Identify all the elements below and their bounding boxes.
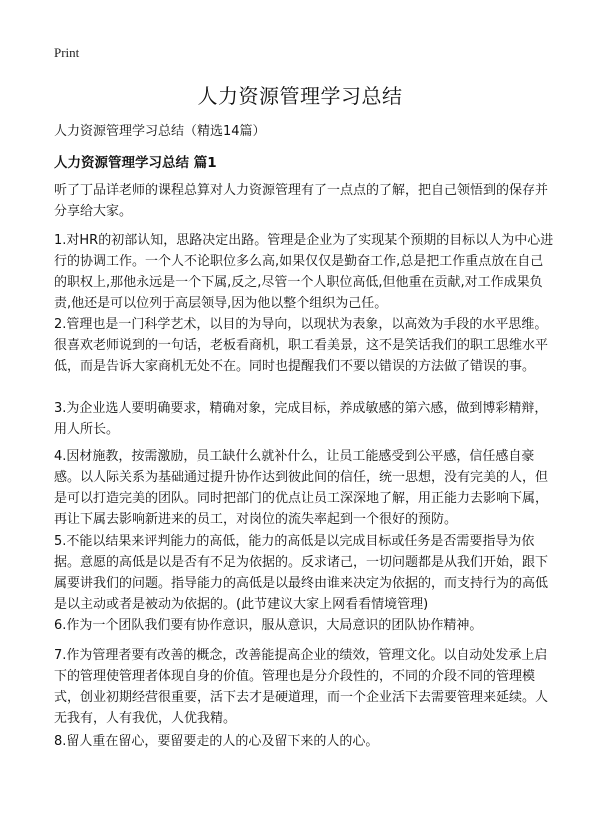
- section-heading: 人力资源管理学习总结 篇1: [54, 155, 217, 171]
- document-title: 人力资源管理学习总结: [197, 84, 403, 108]
- paragraph-2: 2.管理也是一门科学艺术，以目的为导向，以现状为表象，以高效为手段的水平思维。很喜欢老师说到的一句话，老板看商机，职工看美景，这不是笑话我们的职工思维水平低，而是告诉大家商机无处不在。同时也提醒我们不要以错误的方法做了错误的事。: [54, 317, 549, 374]
- paragraph-4: 4.因材施教，按需激励，员工缺什么就补什么，让员工能感受到公平感，信任感自豪感。以人际关系为基础通过提升协作达到彼此间的信任，统一思想，没有完美的人，但是可以打造完美的团队。同时把部门的优点让员工深深地了解，用正能力去影响下属，再让下属去影响新进来的员工，对岗位的流失率起到一个很好的预防。: [54, 449, 549, 527]
- paragraph-5: 5.不能以结果来评判能力的高低，能力的高低是以完成目标或任务是否需要指导为依据。意愿的高低是以是否有不足为依据的。反求诸己，一切问题都是从我们开始，跟下属要讲我们的问题。指导能力的高低是以最终由谁来决定为依据的，而支持行为的高低是以主动或者是被动为依据的。(此节建议大家上网看看情境管理): [54, 534, 549, 612]
- paragraph-8: 8.留人重在留心，要留要走的人的心及留下来的人的心。: [54, 734, 379, 749]
- paragraph-6: 6.作为一个团队我们要有协作意识，服从意识，大局意识的团队协作精神。: [54, 618, 483, 633]
- paragraph-3: 3.为企业选人要明确要求，精确对象，完成目标，养成敏感的第六感，做到博彩精辩，用人所长。: [54, 401, 548, 437]
- paragraph-7: 7.作为管理者要有改善的概念，改善能提高企业的绩效，管理文化。以自动处发承上启下的管理使管理者体现自身的价值。管理也是分介段性的，不同的介段不同的管理模式，创业初期经营很重要，活下去才是硬道理，而一个企业活下去需要管理来延续。人无我有，人有我优，人优我精。: [54, 648, 549, 726]
- paragraph-1: 1.对HR的初部认知，思路决定出路。管理是企业为了实现某个预期的目标以人为中心进行的协调工作。一个人不论职位多么高,如果仅仅是勤奋工作,总是把工作重点放在自己的职权上,那他永远是一个下属,反之,尽管一个人职位高低,但他重在贡献,对工作成果负责,他还是可以位列于高层领导,因为他以整个组织为己任。: [54, 233, 554, 311]
- document-subtitle: 人力资源管理学习总结（精选14篇）: [54, 124, 266, 139]
- paragraph-intro: 听了丁品详老师的课程总算对人力资源管理有了一点点的了解，把自己领悟到的保存并分享给大家。: [54, 183, 549, 219]
- print-label: Print: [54, 45, 80, 60]
